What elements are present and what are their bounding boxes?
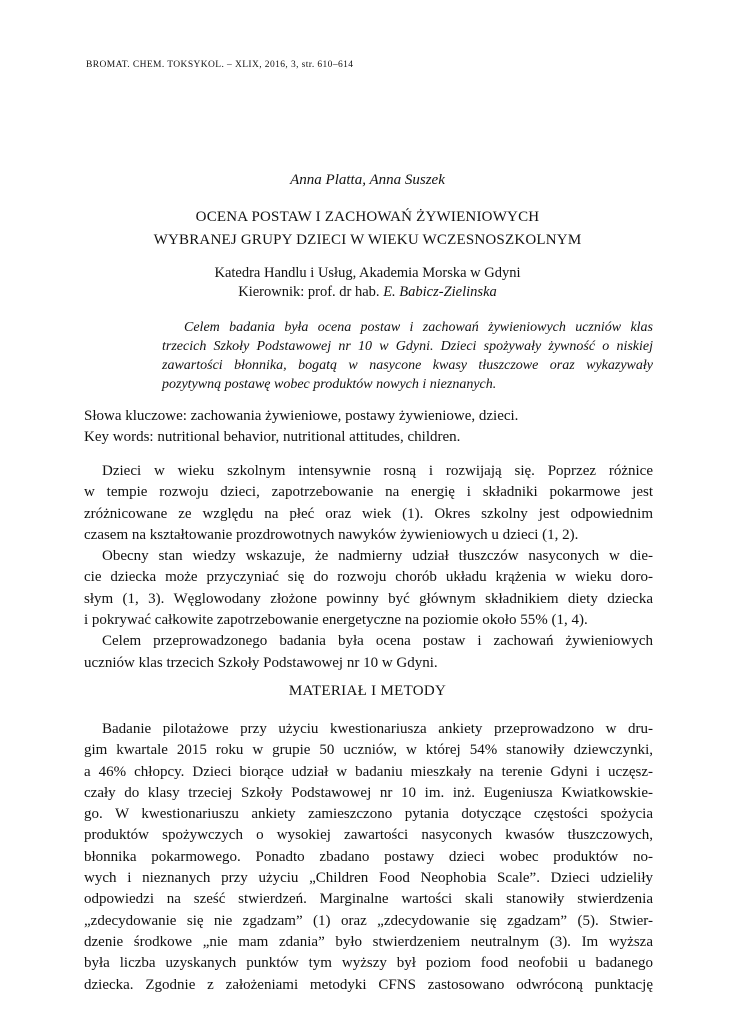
abstract-line: trzecich Szkoły Podstawowej nr 10 w Gdyni. Dzieci spożywały żywność o niskiej [162,339,653,354]
head-label: Kierownik: prof. dr hab. [238,284,380,300]
paragraph-line: zróżnicowane ze względu na płeć oraz wiek (1). Okres szkolny jest odpowiednim [84,505,653,522]
running-head: BROMAT. CHEM. TOKSYKOL. – XLIX, 2016, 3, str. 610–614 [86,60,354,70]
paragraph-line: czały do klasy trzeciej Szkoły Podstawowej nr 10 im. inż. Eugeniusza Kwiatkowskie- [84,784,653,801]
paragraph-line: Dzieci w wieku szkolnym intensywnie rosną i rozwijają się. Poprzez różnice [102,463,653,479]
paragraph-line: w tempie rozwoju dzieci, zapotrzebowanie na energię i składniki pokarmowe jest [84,484,653,501]
abstract-line: pozytywną postawę wobec produktów nowych i nieznanych. [162,377,497,392]
department: Katedra Handlu i Usług, Akademia Morska w Gdyni [214,265,521,281]
head-of-department [0,283,735,302]
abstract-line: Celem badania była ocena postaw i zachowań żywieniowych uczniów klas [184,320,653,335]
paragraph-line: i pokrywać całkowite zapotrzebowanie energetyczne na poziomie około 55% (1, 4). [84,612,588,629]
authors: Anna Platta, Anna Suszek [290,172,445,188]
paragraph-line: cie dziecka może przyczyniać się do rozwoju chorób układu krążenia w wieku doro- [84,569,653,586]
keywords-en: Key words: nutritional behavior, nutritional attitudes, children. [84,429,461,445]
paragraph-line: dzenie środkowe „nie mam zdania” było stwierdzeniem neutralnym (3). Im wyższa [84,933,653,950]
keywords [84,406,654,448]
paragraph-line: Celem przeprowadzonego badania była ocena postaw i zachowań żywieniowych [102,633,653,650]
paragraph-line: uczniów klas trzecich Szkoły Podstawowej nr 10 w Gdyni. [84,654,438,671]
affiliation [0,264,735,302]
intro-section [84,461,653,674]
head-name: E. Babicz-Zielinska [383,284,497,300]
paragraph-line: Obecny stan wiedzy wskazuje, że nadmierny udział tłuszczów nasyconych w die- [102,548,653,565]
paragraph-line: słym (1, 3). Węglowodany złożone powinny być głównym składnikiem diety dziecka [84,590,653,607]
paragraph-line: dziecka. Zgodnie z założeniami metodyki CFNS zastosowano odwróconą punktację [84,976,653,993]
abstract-line: zawartości błonnika, bogatą w nasycone kwasy tłuszczowe oraz wykazywały [162,358,653,373]
keywords-pl: Słowa kluczowe: zachowania żywieniowe, postawy żywieniowe, dzieci. [84,408,519,424]
paragraph-line: błonnika pokarmowego. Ponadto zbadano postawy dzieci wobec produktów no- [84,848,653,865]
title-line: WYBRANEJ GRUPY DZIECI W WIEKU WCZESNOSZKOLNYM [153,232,582,248]
methods-section [84,719,653,996]
abstract [162,318,653,394]
paragraph-line: odpowiedzi na sześć stwierdzeń. Marginalne wartości skali stanowiły stwierdzenia [84,891,653,908]
paragraph-line: gim kwartale 2015 roku w grupie 50 uczniów, w której 54% stanowiły dziewczynki, [84,742,653,759]
paragraph-line: go. W kwestionariuszu ankiety zamieszczono pytania dotyczące częstości spożycia [84,806,653,823]
paragraph-line: a 46% chłopcy. Dzieci biorące udział w badaniu mieszkały na terenie Gdyni i uczęsz- [84,763,653,780]
section-heading-methods: MATERIAŁ I METODY [288,683,447,699]
paragraph-line: produktów spożywczych o wysokiej zawartości nasyconych kwasów tłuszczowych, [84,827,653,844]
paragraph-line: „zdecydowanie się nie zgadzam” (1) oraz „zdecydowanie się zgadzam” (5). Stwier- [84,912,653,929]
paragraph-line: była liczba uzyskanych punktów tym wyższy był poziom food neofobii u badanego [84,955,653,972]
paragraph-line: Badanie pilotażowe przy użyciu kwestionariusza ankiety przeprowadzono w dru- [102,721,653,737]
paragraph-line: czasem na kształtowanie prozdrowotnych nawyków żywieniowych u dzieci (1, 2). [84,526,579,543]
title-line: OCENA POSTAW I ZACHOWAŃ ŻYWIENIOWYCH [195,209,540,225]
article-title [60,206,675,252]
paragraph-line: wych i nieznanych przy użyciu „Children Food Neophobia Scale”. Dzieci udzieliły [84,870,653,887]
